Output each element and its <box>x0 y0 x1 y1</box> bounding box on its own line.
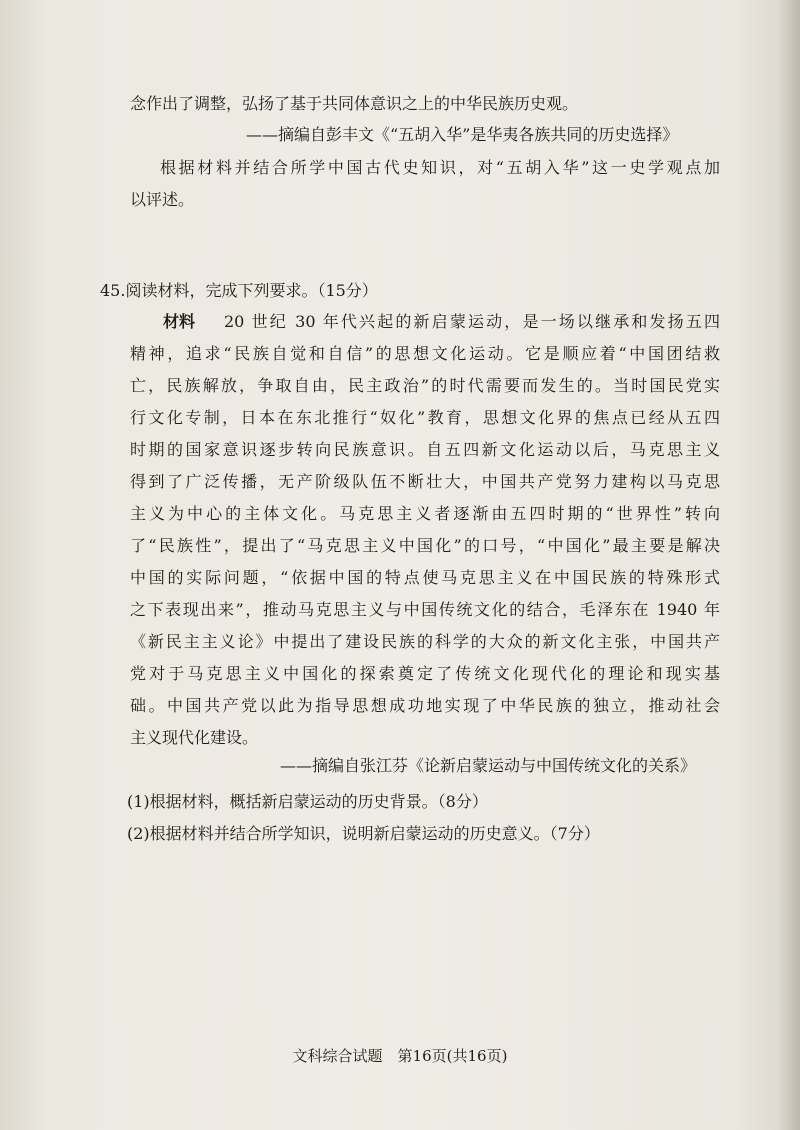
section45-source: ——摘编自张江芬《论新启蒙运动与中国传统文化的关系》 <box>280 756 697 775</box>
question-45-part-2: (2)根据材料并结合所学知识，说明新启蒙运动的历史意义。（7分） <box>127 824 600 843</box>
question-45-header: 45.阅读材料，完成下列要求。（15分） <box>100 281 378 300</box>
material-line: 党对于马克思主义中国化的探索奠定了传统文化现代化的理论和现实基 <box>130 664 720 683</box>
material-line: 行文化专制，日本在东北推行“奴化”教育，思想文化界的焦点已经从五四 <box>130 408 720 427</box>
section44-source: ——摘编自彭丰文《“五胡入华”是华夷各族共同的历史选择》 <box>246 125 679 144</box>
page-footer: 文科综合试题 第16页(共16页) <box>292 1047 508 1065</box>
material-line: 主义为中心的主体文化。马克思主义者逐渐由五四时期的“世界性”转向 <box>130 504 720 523</box>
material-label: 材料 <box>163 312 196 331</box>
section44-question-line: 根据材料并结合所学中国古代史知识，对“五胡入华”这一史学观点加 <box>160 158 720 177</box>
material-line: 础。中国共产党以此为指导思想成功地实现了中华民族的独立，推动社会 <box>130 696 720 715</box>
material-line: 得到了广泛传播，无产阶级队伍不断壮大，中国共产党努力建构以马克思 <box>130 472 720 491</box>
material-line: 中国的实际问题，“依据中国的特点使马克思主义在中国民族的特殊形式 <box>130 568 720 587</box>
section44-text-line: 念作出了调整，弘扬了基于共同体意识之上的中华民族历史观。 <box>130 94 579 113</box>
material-line: 之下表现出来”，推动马克思主义与中国传统文化的结合，毛泽东在 1940 年 <box>130 600 720 619</box>
material-line: 20 世纪 30 年代兴起的新启蒙运动，是一场以继承和发扬五四 <box>224 312 720 331</box>
material-line: 《新民主主义论》中提出了建设民族的科学的大众的新文化主张，中国共产 <box>130 632 720 651</box>
material-line: 亡，民族解放，争取自由，民主政治”的时代需要而发生的。当时国民党实 <box>130 376 720 395</box>
question-45-part-1: (1)根据材料，概括新启蒙运动的历史背景。（8分） <box>127 792 488 811</box>
section44-question-line: 以评述。 <box>130 190 195 209</box>
material-line: 了“民族性”，提出了“马克思主义中国化”的口号，“中国化”最主要是解决 <box>130 536 720 555</box>
material-line: 主义现代化建设。 <box>130 728 259 747</box>
material-line: 精神，追求“民族自觉和自信”的思想文化运动。它是顺应着“中国团结救 <box>130 344 720 363</box>
material-line: 时期的国家意识逐步转向民族意识。自五四新文化运动以后，马克思主义 <box>130 440 720 459</box>
